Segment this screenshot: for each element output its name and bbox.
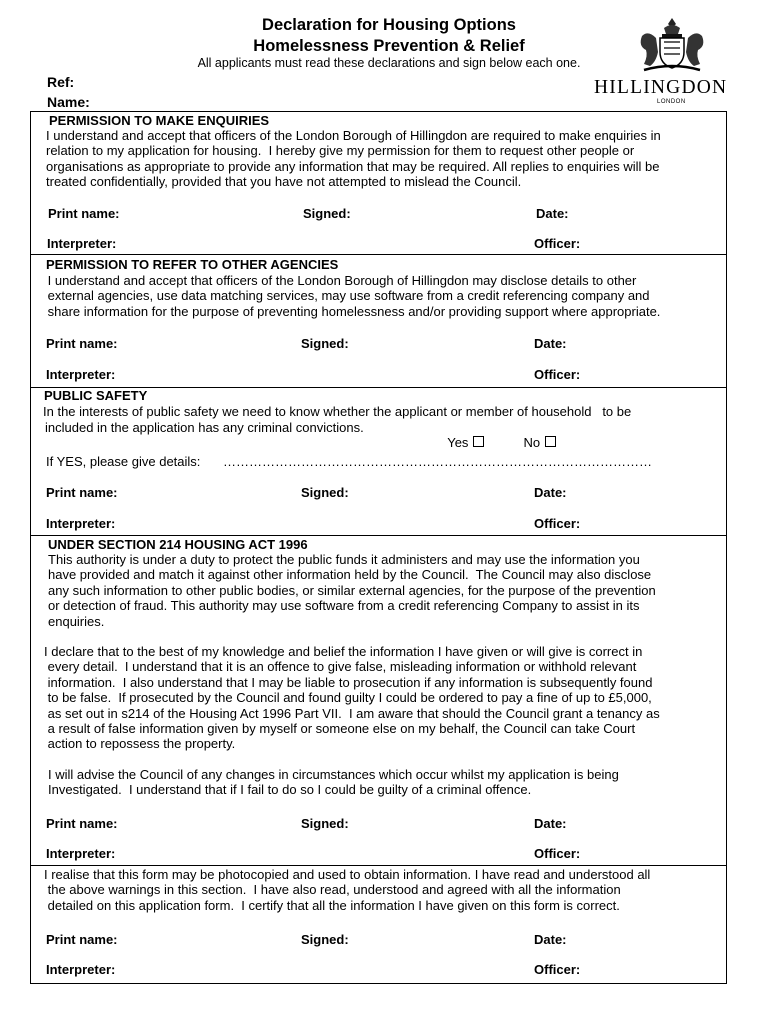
- interpreter-label: Interpreter:: [46, 846, 116, 861]
- print-name-label: Print name:: [46, 932, 118, 947]
- officer-label: Officer:: [534, 236, 581, 251]
- interpreter-label: Interpreter:: [46, 367, 116, 382]
- section-text-line2: included in the application has any criminal convictions.: [45, 420, 364, 435]
- section-text-line1: In the interests of public safety we need to know whether the applicant or member of household to be: [43, 404, 632, 419]
- date-label: Date:: [534, 932, 567, 947]
- signed-label: Signed:: [301, 816, 349, 831]
- print-name-label: Print name:: [48, 206, 120, 221]
- section-text: I understand and accept that officers of the London Borough of Hillingdon are required to make enquiries in relation to my application for housing. I hereby give my permission for them to request other people or organisations as appropriate to provide any information that may be required. All replies to enquiries will be treated confidentially, provided that you have not attempted to mislead the Council.: [46, 128, 661, 190]
- section-para-2: I declare that to the best of my knowledge and belief the information I have given or will give is correct in every detail. I understand that it is an offence to give false, misleading information or withhold relevant information. I also understand that I may be liable to prosecution if any information is subsequently found to be false. If prosecuted by the Council and found guilty I could be ordered to pay a fine of up to £5,000, as set out in s214 of the Housing Act 1996 Part VII. I am aware that should the Council grant a tenancy as a result of false information given by myself or someone else on my behalf, the Council can take Court action to repossess the property.: [44, 644, 660, 752]
- form-subtitle-title: Homelessness Prevention & Relief: [253, 37, 525, 55]
- section-title: UNDER SECTION 214 HOUSING ACT 1996: [48, 537, 308, 552]
- section-para-1: This authority is under a duty to protect the public funds it administers and may use the information you have provided and match it against other information held by the Council. The Council may also disclose any such information to other public bodies, or similar external agencies, for the purpose of the prevention or detection of fraud. This authority may use software from a credit referencing Company to assist in its enquiries.: [48, 552, 656, 629]
- ref-label: Ref:: [47, 74, 75, 90]
- name-label: Name:: [47, 94, 90, 110]
- signed-label: Signed:: [301, 932, 349, 947]
- section-final-declaration: [30, 865, 727, 984]
- section-public-safety: [30, 387, 727, 536]
- interpreter-label: Interpreter:: [46, 516, 116, 531]
- section-title: PERMISSION TO MAKE ENQUIRIES: [49, 113, 270, 128]
- form-instructions: All applicants must read these declarations and sign below each one.: [197, 56, 581, 70]
- yes-checkbox[interactable]: [473, 436, 484, 447]
- section-s214: [30, 535, 727, 866]
- no-label: No: [523, 435, 541, 451]
- form-title: Declaration for Housing Options: [262, 16, 516, 34]
- details-label: If YES, please give details:: [46, 454, 201, 469]
- officer-label: Officer:: [534, 846, 581, 861]
- signed-label: Signed:: [301, 336, 349, 351]
- brand-name: HILLINGDON: [594, 77, 728, 98]
- interpreter-label: Interpreter:: [47, 236, 117, 251]
- date-label: Date:: [536, 206, 569, 221]
- date-label: Date:: [534, 816, 567, 831]
- officer-label: Officer:: [534, 516, 581, 531]
- section-enquiries: [30, 111, 727, 255]
- details-field[interactable]: ………………………………………………………………………………………: [223, 454, 652, 469]
- print-name-label: Print name:: [46, 485, 118, 500]
- date-label: Date:: [534, 336, 567, 351]
- date-label: Date:: [534, 485, 567, 500]
- section-para-3: I will advise the Council of any changes in circumstances which occur whilst my application is being Investigated. I understand that if I fail to do so I could be guilty of a criminal offence.: [48, 767, 619, 798]
- borough-crest-icon: [634, 16, 710, 76]
- print-name-label: Print name:: [46, 816, 118, 831]
- section-title: PUBLIC SAFETY: [44, 388, 148, 403]
- yes-label: Yes: [447, 435, 469, 451]
- signed-label: Signed:: [301, 485, 349, 500]
- no-checkbox[interactable]: [545, 436, 556, 447]
- signed-label: Signed:: [303, 206, 351, 221]
- interpreter-label: Interpreter:: [46, 962, 116, 977]
- section-text: I realise that this form may be photocopied and used to obtain information. I have read and understood all the above warnings in this section. I have also read, understood and agreed with all the information detailed on this application form. I certify that all the information I have given on this form is correct.: [44, 867, 651, 913]
- print-name-label: Print name:: [46, 336, 118, 351]
- officer-label: Officer:: [534, 367, 581, 382]
- section-refer: [30, 254, 727, 388]
- officer-label: Officer:: [534, 962, 581, 977]
- brand-sub: LONDON: [657, 99, 686, 105]
- section-title: PERMISSION TO REFER TO OTHER AGENCIES: [46, 257, 339, 272]
- section-text: I understand and accept that officers of the London Borough of Hillingdon may disclose details to other external agencies, use data matching services, may use software from a credit referencing company and share information for the purpose of preventing homelessness and/or providing support where appropriate.: [47, 273, 661, 319]
